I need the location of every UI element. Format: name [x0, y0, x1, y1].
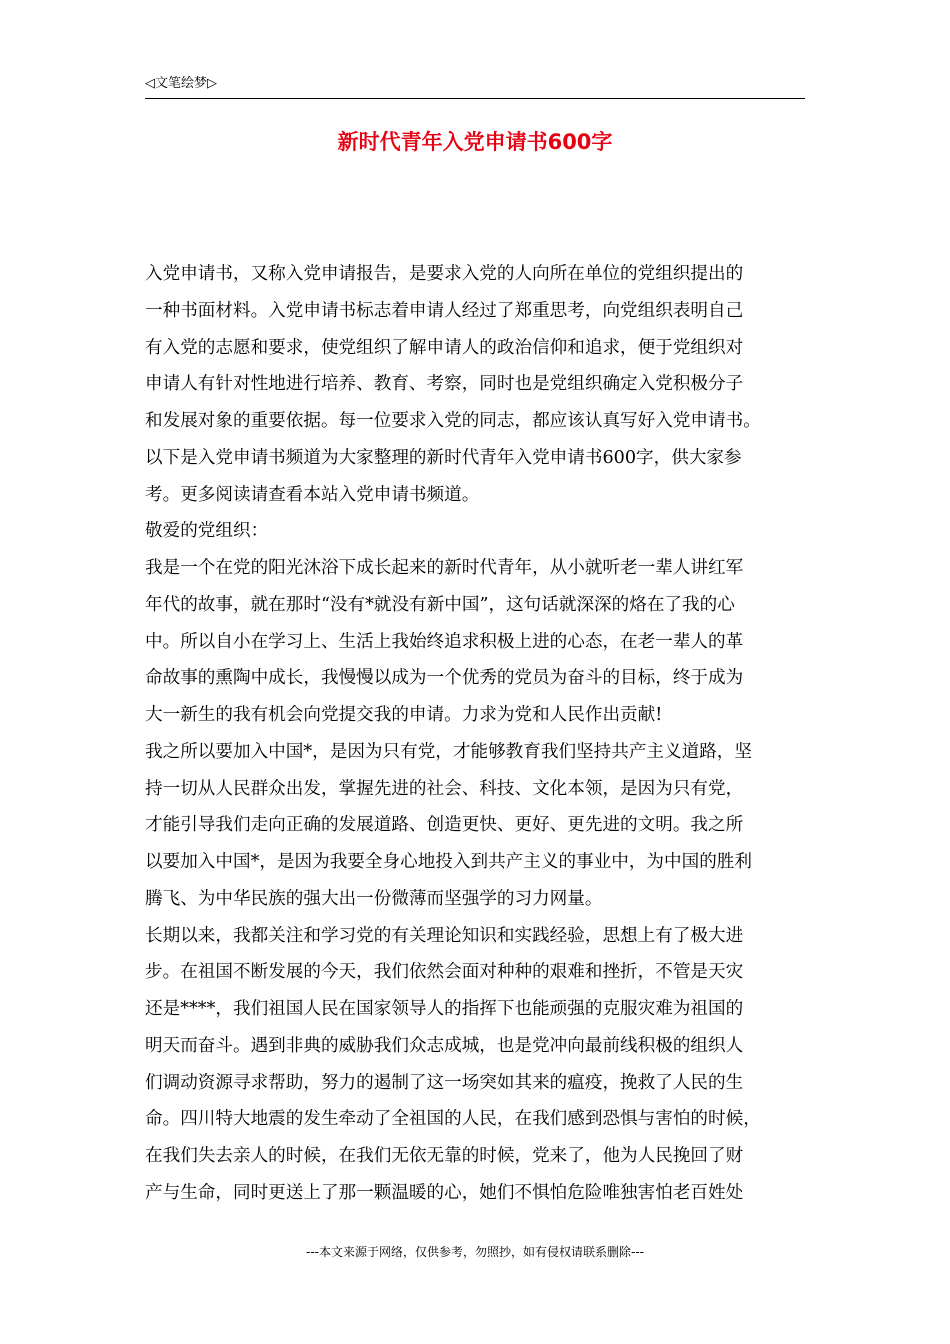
body-line: 一种书面材料。入党申请书标志着申请人经过了郑重思考，向党组织表明自己 [145, 300, 744, 321]
body-line: 腾飞、为中华民族的强大出一份微薄而坚强学的习力网量。 [145, 888, 603, 909]
body-line: 和发展对象的重要依据。每一位要求入党的同志，都应该认真写好入党申请书。 [145, 411, 761, 431]
body-line: 年代的故事，就在那时“没有*就没有新中国”，这句话就深深的烙在了我的心 [145, 594, 735, 615]
body-line: 我是一个在党的阳光沐浴下成长起来的新时代青年，从小就听老一辈人讲红军 [145, 558, 744, 578]
body-line: 入党申请书，又称入党申请报告，是要求入党的人向所在单位的党组织提出的 [145, 264, 744, 284]
body-line: 还是****，我们祖国人民在国家领导人的指挥下也能顽强的克服灾难为祖国的 [145, 999, 744, 1019]
body-line: 产与生命，同时更送上了那一颗温暖的心，她们不惧怕危险唯独害怕老百姓处 [145, 1182, 744, 1203]
document-title: 新时代青年入党申请书600字 [337, 130, 613, 154]
header-brand-text: ◁文笔绘梦▷ [145, 76, 217, 91]
body-line: 在我们失去亲人的时候，在我们无依无靠的时候，党来了，他为人民挽回了财 [145, 1146, 744, 1166]
body-line: 持一切从人民群众出发，掌握先进的社会、科技、文化本领，是因为只有党， [145, 778, 744, 799]
body-line: 敬爱的党组织： [145, 521, 269, 542]
body-line: 中。所以自小在学习上、生活上我始终追求积极上进的心态，在老一辈人的革 [145, 631, 744, 652]
body-line: 命。四川特大地震的发生牵动了全祖国的人民，在我们感到恐惧与害怕的时候， [145, 1109, 761, 1130]
body-line: 我之所以要加入中国*，是因为只有党，才能够教育我们坚持共产主义道路，坚 [145, 741, 752, 762]
body-line: 命故事的熏陶中成长，我慢慢以成为一个优秀的党员为奋斗的目标，终于成为 [145, 668, 744, 689]
body-line: 们调动资源寻求帮助，努力的遏制了这一场突如其来的瘟疫，挽救了人民的生 [145, 1072, 744, 1093]
body-line: 有入党的志愿和要求，使党组织了解申请人的政治信仰和追求，便于党组织对 [145, 337, 744, 358]
body-line: 步。在祖国不断发展的今天，我们依然会面对种种的艰难和挫折，不管是天灾 [145, 962, 744, 983]
document-body [145, 256, 815, 1212]
page-footer: ---本文来源于网络，仅供参考，勿照抄，如有侵权请联系删除--- [306, 1245, 644, 1259]
body-line: 明天而奋斗。遇到非典的威胁我们众志成城，也是党冲向最前线积极的组织人 [145, 1035, 744, 1056]
body-line: 以要加入中国*，是因为我要全身心地投入到共产主义的事业中，为中国的胜利 [145, 852, 752, 872]
body-line: 才能引导我们走向正确的发展道路、创造更快、更好、更先进的文明。我之所 [145, 815, 744, 836]
body-line: 大一新生的我有机会向党提交我的申请。力求为党和人民作出贡献! [145, 705, 663, 725]
body-line: 长期以来，我都关注和学习党的有关理论知识和实践经验，思想上有了极大进 [145, 925, 744, 946]
body-line: 申请人有针对性地进行培养、教育、考察，同时也是党组织确定入党积极分子 [145, 374, 744, 395]
page-header [145, 72, 805, 99]
body-line: 以下是入党申请书频道为大家整理的新时代青年入党申请书600字，供大家参 [145, 447, 742, 468]
body-line: 考。更多阅读请查看本站入党申请书频道。 [145, 484, 480, 505]
